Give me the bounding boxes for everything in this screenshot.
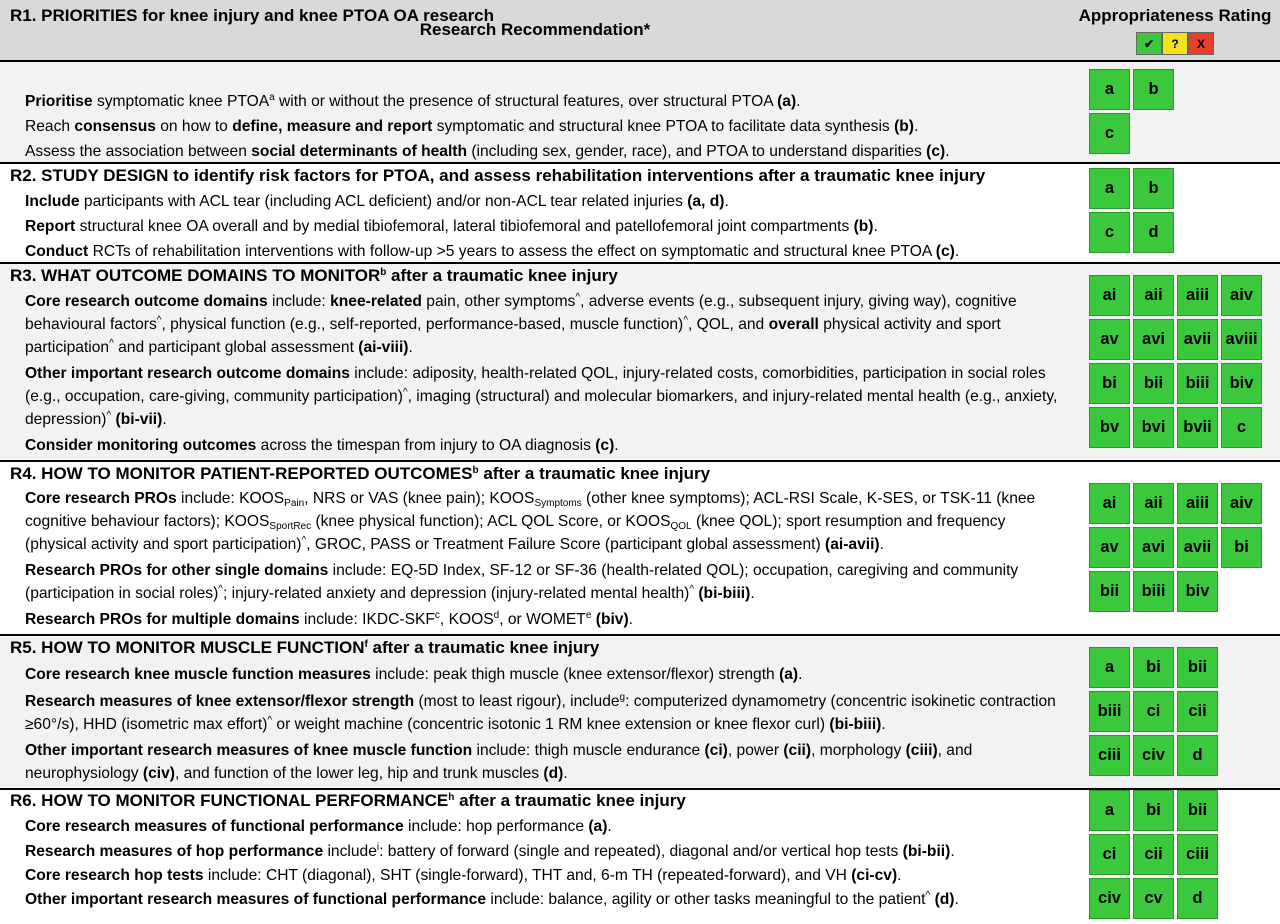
rating-box-c: c <box>1089 113 1130 154</box>
recommendation-item: Other important research measures of functional performance include: balance, agility or other tasks meaningful to the patient^ (d). <box>25 890 959 908</box>
rating-box-bvi: bvi <box>1133 407 1174 448</box>
rating-box-bii: bii <box>1177 647 1218 688</box>
recommendation-item: Conduct RCTs of rehabilitation interventions with follow-up >5 years to assess the effect on symptomatic and structural knee PTOA (c). <box>25 243 960 260</box>
rating-box-aii: aii <box>1133 483 1174 524</box>
rating-box-aiv: aiv <box>1221 483 1262 524</box>
legend-inappropriate: X <box>1188 32 1214 55</box>
rating-box-biii: biii <box>1177 363 1218 404</box>
rating-box-a: a <box>1089 647 1130 688</box>
recommendation-item: Assess the association between social determinants of health (including sex, gender, race), and PTOA to understand disparities (c). <box>25 143 950 160</box>
header-research-recommendation: Research Recommendation* <box>419 20 651 39</box>
rating-box-c: c <box>1221 407 1262 448</box>
rating-box-bii: bii <box>1133 363 1174 404</box>
section-title: R6. HOW TO MONITOR FUNCTIONAL PERFORMANCE$^h$ after a traumatic knee injury <box>10 791 686 810</box>
rating-box-bii: bii <box>1177 790 1218 831</box>
rating-box-av: av <box>1089 319 1130 360</box>
rating-box-bv: bv <box>1089 407 1130 448</box>
rating-box-av: av <box>1089 527 1130 568</box>
rating-box-bi: bi <box>1133 647 1174 688</box>
section-title: R4. HOW TO MONITOR PATIENT-REPORTED OUTCOMES$^b$ after a traumatic knee injury <box>10 464 711 483</box>
rating-box-aiii: aiii <box>1177 275 1218 316</box>
rating-box-cv: cv <box>1133 878 1174 919</box>
recommendation-item: Reach consensus on how to define, measure and report symptomatic and structural knee PTOA to facilitate data synthesis (b). <box>25 118 919 135</box>
recommendation-item: Consider monitoring outcomes across the timespan from injury to OA diagnosis (c). <box>25 437 619 454</box>
recommendation-item: Core research knee muscle function measures include: peak thigh muscle (knee extensor/flexor) strength (a). <box>25 666 803 683</box>
rating-box-d: d <box>1177 735 1218 776</box>
legend-appropriate: ✔ <box>1136 32 1162 55</box>
rating-box-ciii: ciii <box>1177 834 1218 875</box>
header-appropriateness-label: Appropriateness Rating <box>1078 6 1272 25</box>
recommendation-item: Research PROs for other single domains include: EQ-5D Index, SF-12 or SF-36 (health-related QOL); occupation, caregiving and community (participation in social roles)^; injury-related anxiety and depression (injury-related mental health)^ (bi-biii). <box>25 562 1019 602</box>
recommendation-item: Prioritise symptomatic knee PTOA$^a$ with or without the presence of structural features, over structural PTOA (a). <box>25 92 801 110</box>
rating-box-bii: bii <box>1089 571 1130 612</box>
rating-box-d: d <box>1133 212 1174 253</box>
recommendation-item: Other important research outcome domains include: adiposity, health-related QOL, injury-related costs, comorbidities, participation in social roles (e.g., occupation, care-giving, community participation)^, imaging (structural) and molecular biomarkers, and injury-related mental health (e.g., anxiety, depression)^ (bi-vii). <box>25 365 1058 428</box>
rating-box-ci: ci <box>1089 834 1130 875</box>
rating-box-a: a <box>1089 69 1130 110</box>
section-title: R1. PRIORITIES for knee injury and knee PTOA OA research <box>10 6 495 25</box>
rating-box-avi: avi <box>1133 527 1174 568</box>
recommendation-item: Core research PROs include: $KOOS_{Pain}$, NRS or VAS (knee pain); $KOOS_{Symptoms}$ (other knee symptoms); ACL-RSI Scale, K-SES, or TSK-11 (knee cognitive behaviour factors); $KOOS_{SportRec}$ (knee physical function); ACL QOL Score, or $KOOS_{QOL}$ (knee QOL); sport resumption and frequency (physical activity and sport participation)^, GROC, PASS or Treatment Failure Score (participant global assessment) (ai-avii). <box>25 490 1036 553</box>
rating-box-bi: bi <box>1221 527 1262 568</box>
rating-box-b: b <box>1133 69 1174 110</box>
rating-box-bi: bi <box>1089 363 1130 404</box>
rating-box-d: d <box>1177 878 1218 919</box>
rating-box-aiii: aiii <box>1177 483 1218 524</box>
rating-box-a: a <box>1089 790 1130 831</box>
rating-box-avii: avii <box>1177 319 1218 360</box>
rating-box-aviii: aviii <box>1221 319 1262 360</box>
rating-box-biii: biii <box>1089 691 1130 732</box>
rating-box-cii: cii <box>1177 691 1218 732</box>
rating-box-civ: civ <box>1089 878 1130 919</box>
rating-box-aii: aii <box>1133 275 1174 316</box>
section-title: R2. STUDY DESIGN to identify risk factors for PTOA, and assess rehabilitation interventions after a traumatic knee injury <box>10 166 986 185</box>
rating-box-ci: ci <box>1133 691 1174 732</box>
recommendation-item: Research PROs for multiple domains include: IKDC-SKF$^c$, KOOS$^d$, or WOMET$^e$ (biv). <box>25 610 634 628</box>
rating-box-a: a <box>1089 168 1130 209</box>
rating-box-ai: ai <box>1089 483 1130 524</box>
header-appropriateness <box>1070 0 1280 60</box>
recommendation-item: Report structural knee OA overall and by medial tibiofemoral, lateral tibiofemoral and patellofemoral joint compartments (b). <box>25 218 878 235</box>
legend-uncertain: ? <box>1162 32 1188 55</box>
rating-box-aiv: aiv <box>1221 275 1262 316</box>
section-title: R3. WHAT OUTCOME DOMAINS TO MONITOR$^b$ after a traumatic knee injury <box>10 266 618 285</box>
rating-box-civ: civ <box>1133 735 1174 776</box>
rating-box-cii: cii <box>1133 834 1174 875</box>
rating-box-avii: avii <box>1177 527 1218 568</box>
rating-box-bi: bi <box>1133 790 1174 831</box>
section-title: R5. HOW TO MONITOR MUSCLE FUNCTION$^f$ after a traumatic knee injury <box>10 638 600 657</box>
rating-box-c: c <box>1089 212 1130 253</box>
rating-box-avi: avi <box>1133 319 1174 360</box>
recommendation-item: Research measures of knee extensor/flexor strength (most to least rigour), include$^g$: computerized dynamometry (concentric isokinetic contraction ≥60°/s), HHD (isometric max effort)^ or weight machine (concentric isotonic 1 RM knee extension or knee flexor curl) (bi-biii). <box>25 692 1056 733</box>
rating-box-ai: ai <box>1089 275 1130 316</box>
rating-box-biv: biv <box>1221 363 1262 404</box>
rating-box-ciii: ciii <box>1089 735 1130 776</box>
rating-box-bvii: bvii <box>1177 407 1218 448</box>
recommendation-item: Other important research measures of knee muscle function include: thigh muscle endurance (ci), power (cii), morphology (ciii), and neurophysiology (civ), and function of the lower leg, hip and trunk muscles (d). <box>25 742 973 782</box>
recommendation-item: Core research hop tests include: CHT (diagonal), SHT (single-forward), THT and, 6-m TH (repeated-forward), and VH (ci-cv). <box>25 867 902 884</box>
rating-box-b: b <box>1133 168 1174 209</box>
rating-box-biii: biii <box>1133 571 1174 612</box>
recommendation-item: Core research measures of functional performance include: hop performance (a). <box>25 818 612 835</box>
rating-legend <box>1070 32 1280 55</box>
rating-box-biv: biv <box>1177 571 1218 612</box>
recommendation-item: Include participants with ACL tear (including ACL deficient) and/or non-ACL tear related injuries (a, d). <box>25 193 729 210</box>
recommendation-item: Research measures of hop performance include$^i$: battery of forward (single and repeated), diagonal and/or vertical hop tests (bi-bii). <box>25 842 955 860</box>
recommendation-item: Core research outcome domains include: knee-related pain, other symptoms^, adverse events (e.g., subsequent injury, giving way), cognitive behavioural factors^, physical function (e.g., self-reported, performance-based, muscle function)^, QOL, and overall physical activity and sport participation^ and participant global assessment (ai-viii). <box>25 292 1017 356</box>
